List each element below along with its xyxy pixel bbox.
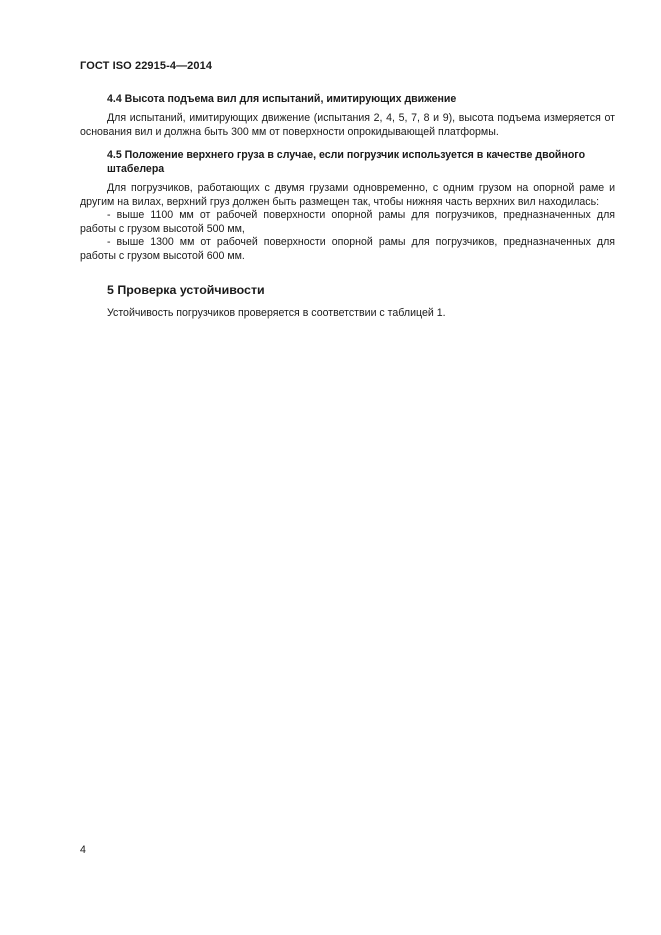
page-number: 4 [80,844,86,856]
section-4-5-title: 4.5 Положение верхнего груза в случае, если погрузчик используется в качестве двойного штабелера [107,149,586,175]
section-4-4-title: 4.4 Высота подъема вил для испытаний, имитирующих движение [107,93,457,105]
section-4-5-intro: Для погрузчиков, работающих с двумя грузами одновременно, с одним грузом на опорной раме и другим на вилах, верхний груз должен быть размещен так, чтобы нижняя часть верхних вил находилась: [80,182,615,208]
section-4-5-list-item: - выше 1300 мм от рабочей поверхности опорной рамы для погрузчиков, предназначенных для работы с грузом высотой 600 мм. [80,236,615,262]
section-4-5-list-item: - выше 1100 мм от рабочей поверхности опорной рамы для погрузчиков, предназначенных для работы с грузом высотой 500 мм, [80,209,615,235]
section-4-5-body [80,182,615,264]
section-4-4-body: Для испытаний, имитирующих движение (испытания 2, 4, 5, 7, 8 и 9), высота подъема измеряется от основания вил и должна быть 300 мм от поверхности опрокидывающей платформы. [80,112,615,138]
document-header: ГОСТ ISO 22915-4—2014 [80,60,213,72]
section-5-heading: 5 Проверка устойчивости [107,283,265,297]
section-5-body: Устойчивость погрузчиков проверяется в соответствии с таблицей 1. [107,307,446,319]
